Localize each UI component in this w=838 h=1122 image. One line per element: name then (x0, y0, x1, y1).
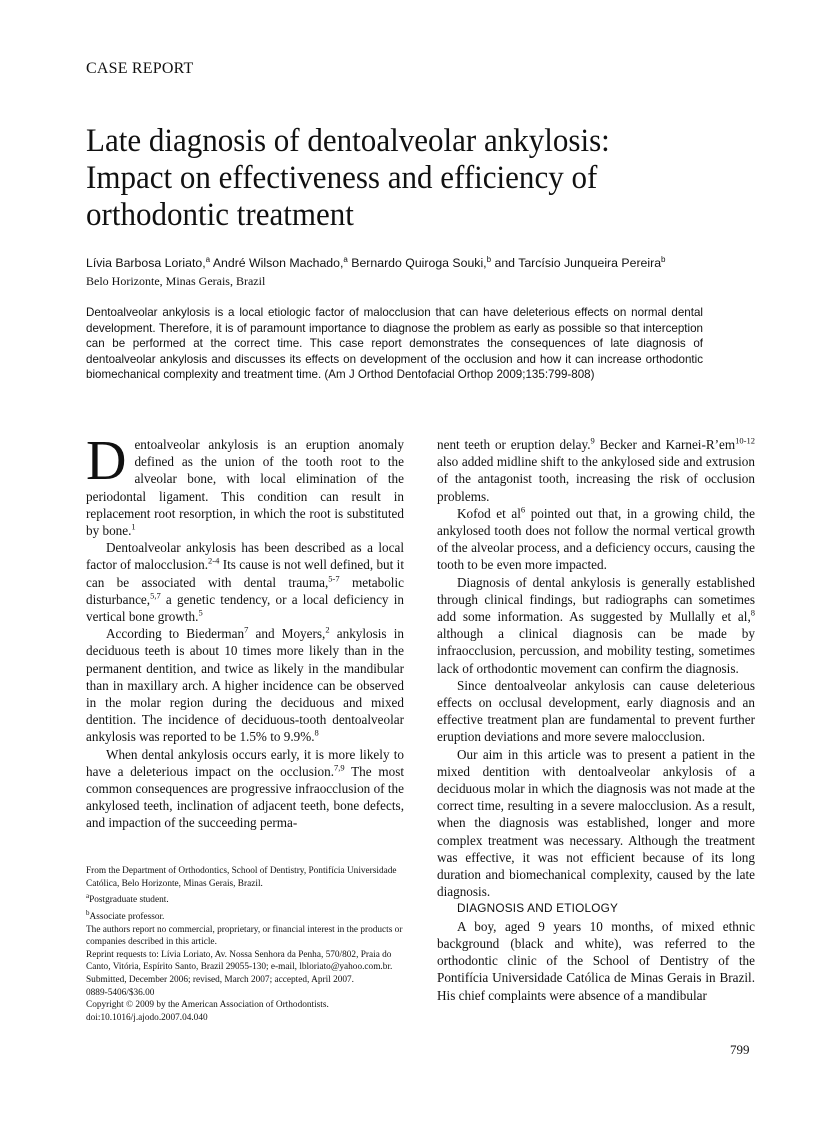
body-paragraph: nent teeth or eruption delay.$^9$ Becker and Karnei-$R’em^{10-12}$ also added midline shift to the ankylosed side and extrusion of the antagonist tooth, increasing the risk of occlusion problems. (437, 435, 755, 504)
citation: 8 (314, 728, 319, 739)
footnotes (86, 865, 406, 1024)
affiliation-marker: a (205, 255, 211, 264)
footnote: 0889-5406/$36.00 (86, 987, 155, 998)
author-name: Lívia Barbosa Loriato, (86, 256, 206, 271)
body-paragraph: When dental ankylosis occurs early, it is more likely to have a deleterious impact on the occlusion.$^{7,9}$ The most common consequences are progressive infraocclusion of the ankylosed teeth, inclination of adjacent teeth, bone defects, and impaction of the succeeding perma- (86, 746, 404, 831)
citation: 5,7 (150, 590, 161, 601)
section-label: CASE REPORT (86, 60, 194, 77)
citation: 2 (325, 624, 330, 635)
author-list (86, 255, 666, 270)
author-name: Bernardo Quiroga Souki, (351, 256, 487, 271)
footnote: doi:10.1016/j.ajodo.2007.04.040 (86, 1012, 208, 1023)
citation: 8 (750, 607, 755, 618)
title-line: orthodontic treatment (86, 197, 354, 233)
author-affiliation: Belo Horizonte, Minas Gerais, Brazil (86, 274, 266, 288)
citation: 2-4 (208, 556, 220, 567)
citation: 7,9 (334, 762, 345, 773)
citation: 1 (131, 521, 136, 532)
citation: 10-12 (735, 435, 755, 446)
body-column-left (86, 430, 404, 832)
author-name: and Tarcísio Junqueira Pereira (494, 256, 662, 271)
section-heading: DIAGNOSIS AND ETIOLOGY (457, 901, 619, 916)
footnote: Copyright © 2009 by the American Association of Orthodontists. (86, 1000, 329, 1011)
affiliation-marker: b (486, 255, 492, 264)
citation: 6 (520, 504, 526, 515)
citation: 5 (198, 607, 203, 618)
body-paragraph: Dentoalveolar ankylosis has been described as a local factor of malocclusion.$^{2-4}$ Its cause is not well defined, but it can be associated with dental trauma,$^{5-7}$ metabolic disturbance,$^{5,7}$ a genetic tendency, or a local deficiency in vertical bone growth.$^5$ (86, 540, 404, 625)
body-paragraph: Dentoalveolar ankylosis is an eruption anomaly defined as the union of the tooth root to the alveolar bone, with local elimination of the periodontal ligament. This condition can result in replacement root resorption, in which the root is substituted by bone.$^1$ (86, 430, 404, 539)
title-line: Impact on effectiveness and efficiency of (86, 160, 598, 196)
author-name: André Wilson Machado, (212, 256, 344, 271)
page-number: 799 (730, 1042, 750, 1057)
citation: 5-7 (328, 573, 340, 584)
footnote: Reprint requests to: Lívia Loriato, Av. Nossa Senhora da Penha, 570/802, Praia do Canto, Vitória, Espírito Santo, Brazil 29055-130; e-mail, lbloriato@yahoo.com.br. (86, 949, 393, 973)
affiliation-marker: a (343, 255, 348, 264)
footnote: From the Department of Orthodontics, School of Dentistry, Pontifícia Universidade Católica, Belo Horizonte, Minas Gerais, Brazil. (86, 866, 397, 889)
body-paragraph: Kofod et $al^6$ pointed out that, in a growing child, the ankylosed tooth does not follow the normal vertical growth of the alveolar process, and a deficiency occurs, causing the tooth to be even more impacted. (437, 504, 755, 573)
citation: 7 (244, 624, 249, 635)
body-paragraph: Since dentoalveolar ankylosis can cause deleterious effects on occlusal development, early diagnosis and an effective treatment plan are fundamental to prevent further eruption deviations and more severe malocclusion. (437, 677, 755, 745)
affiliation-marker: b (661, 255, 666, 264)
article-title (86, 123, 688, 234)
citation: 9 (590, 435, 595, 446)
footnote: Submitted, December 2006; revised, March 2007; accepted, April 2007. (86, 974, 354, 985)
footnote: The authors report no commercial, proprietary, or financial interest in the products or companies described in this article. (86, 924, 403, 948)
footnote: $^a$Postgraduate student. (86, 892, 169, 906)
title-line: Late diagnosis of dentoalveolar ankylosis: (86, 123, 610, 159)
footnote: $^b$Associate professor. (86, 908, 165, 922)
body-column-right (437, 436, 755, 1004)
body-paragraph: Our aim in this article was to present a patient in the mixed dentition with dentoalveolar ankylosis of a deciduous molar in which the diagnosis was not made at the correct time, resulting in a severe malocclusion. As a result, when the diagnosis was established, longer and more complex treatment was necessary. Although the treatment was effective, it was not efficient because of its long duration and biomechanical complexity, caused by the late diagnosis. (437, 746, 755, 900)
body-paragraph: A boy, aged 9 years 10 months, of mixed ethnic background (black and white), was referred to the orthodontic clinic of the School of Dentistry of the Pontifícia Universidade Católica de Minas Gerais in Brazil. His chief complaints were absence of a mandibular (437, 918, 755, 1003)
body-paragraph: Diagnosis of dental ankylosis is generally established through clinical findings, but radiographs can sometimes add some information. As suggested by Mullally et al,$^8$ although a clinical diagnosis can be made by infraocclusion, percussion, and mobility testing, sometimes lack of orthodontic movement can confirm the diagnosis. (437, 574, 755, 676)
abstract: Dentoalveolar ankylosis is a local etiologic factor of malocclusion that can have deleterious effects on normal dental development. Therefore, it is of paramount importance to diagnose the problem as early as possible so that interception can be performed at the correct time. This case report demonstrates the consequences of late diagnosis of dentoalveolar ankylosis and discusses its effects on development of the occlusion and how it can increase orthodontic biomechanical complexity and treatment time. (Am J Orthod Dentofacial Orthop 2009;135:799-808) (86, 306, 703, 382)
drop-cap: D (86, 430, 127, 492)
body-paragraph: According to Biederman$^7$ and Moyers,$^2$ ankylosis in deciduous teeth is about 10 times more likely than in the permanent dentition, and twice as likely in the mandibular than in maxillary arch. A higher incidence can be observed in the molar region during the deciduous and mixed dentition. The incidence of deciduous-tooth dentoalveolar ankylosis was reported to be 1.5% to 9.9%.$^8$ (86, 624, 404, 745)
